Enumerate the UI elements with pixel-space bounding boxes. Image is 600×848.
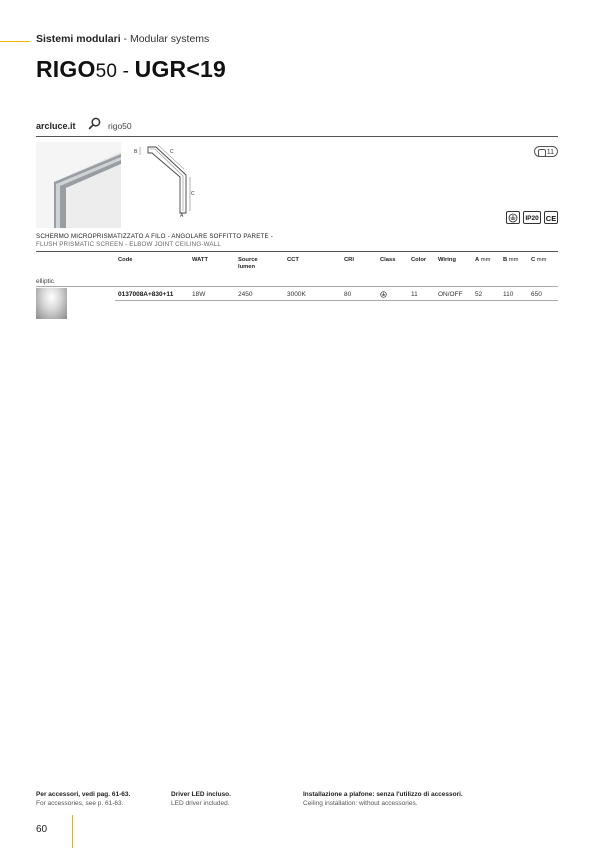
header-cri: CRI <box>344 257 354 263</box>
earth-symbol-icon <box>508 213 518 223</box>
footer-note-accessories-en: For accessories, see p. 61-63. <box>36 800 124 807</box>
search-icon[interactable] <box>88 117 101 130</box>
header-c: C <box>531 257 536 263</box>
title-separator: - <box>117 61 135 82</box>
header-source-lumen <box>238 257 258 271</box>
row-code: 0137008A+830+11 <box>118 291 174 298</box>
header-wiring: Wiring <box>438 257 456 263</box>
title-number: 50 <box>95 61 118 82</box>
section-heading <box>36 33 209 45</box>
section-separator: - <box>120 33 130 45</box>
title-ugr: UGR<19 <box>134 56 226 82</box>
color-count: 11 <box>546 149 554 156</box>
dimension-label-c-side: C <box>191 191 195 197</box>
header-source-line1: Source <box>238 257 258 263</box>
header-source-line2: lumen <box>238 264 256 270</box>
row-color: 11 <box>411 291 418 298</box>
header-a-unit: mm <box>479 257 491 263</box>
divider-row <box>115 300 558 301</box>
header-cct: CCT <box>287 257 299 263</box>
title-name: RIGO <box>36 56 96 82</box>
class-symbol-badge <box>506 211 520 224</box>
header-c-mm <box>531 257 546 264</box>
header-watt: WATT <box>192 257 208 263</box>
description-italian: SCHERMO MICROPRISMATIZZATO A FILO - ANGOLARE SOFFITTO PARETE - <box>36 233 274 240</box>
product-photo-art <box>36 142 121 228</box>
header-b-mm <box>503 257 518 264</box>
section-italian: Sistemi modulari <box>36 33 121 45</box>
ip-rating-badge: IP20 <box>523 211 541 224</box>
row-a-mm: 52 <box>475 291 483 298</box>
model-search-term: rigo50 <box>108 121 132 131</box>
dimension-label-c-top: C <box>170 149 174 155</box>
description-english: FLUSH PRISMATIC SCREEN - ELBOW JOINT CEILING-WALL <box>36 241 222 248</box>
row-cri: 80 <box>344 291 352 298</box>
divider-top <box>36 136 558 137</box>
divider-optic <box>36 286 558 287</box>
optic-image <box>36 288 67 319</box>
header-class: Class <box>380 257 396 263</box>
footer-note-driver-it: Driver LED incluso. <box>171 791 231 798</box>
row-b-mm: 110 <box>503 291 514 298</box>
row-c-mm: 650 <box>531 291 542 298</box>
footer-note-driver-en: LED driver included. <box>171 800 230 807</box>
row-wiring: ON/OFF <box>438 291 463 298</box>
header-code: Code <box>118 257 133 263</box>
row-lumen: 2450 <box>238 291 253 298</box>
ce-mark-badge: CE <box>544 211 558 224</box>
header-b-unit: mm <box>507 257 519 263</box>
header-accent-line <box>0 41 30 42</box>
row-class-earth-icon <box>380 291 387 298</box>
footer-accent-line <box>72 815 73 848</box>
footer-note-accessories-it: Per accessori, vedi pag. 61-63. <box>36 791 131 798</box>
dimension-label-b: B <box>134 149 138 155</box>
footer-note-install-it: Installazione a plafone: senza l'utilizzo di accessori. <box>303 791 463 798</box>
color-count-badge <box>534 146 558 157</box>
page-number: 60 <box>36 824 48 835</box>
header-b: B <box>503 257 508 263</box>
row-cct: 3000K <box>287 291 306 298</box>
header-c-unit: mm <box>535 257 547 263</box>
technical-drawing <box>128 143 198 218</box>
optic-label: elliptic <box>36 278 55 285</box>
color-swatch-icon <box>538 149 546 157</box>
section-english: Modular systems <box>129 33 210 45</box>
header-a: A <box>475 257 480 263</box>
page-title <box>36 56 226 83</box>
header-color: Color <box>411 257 427 263</box>
header-a-mm <box>475 257 490 264</box>
dimension-label-a: A <box>180 213 184 218</box>
product-photo <box>36 142 121 228</box>
row-watt: 18W <box>192 291 206 298</box>
website-label[interactable]: arcluce.it <box>36 121 76 131</box>
footer-note-install-en: Ceiling installation: without accessories. <box>303 800 418 807</box>
divider-table-top <box>36 251 558 252</box>
